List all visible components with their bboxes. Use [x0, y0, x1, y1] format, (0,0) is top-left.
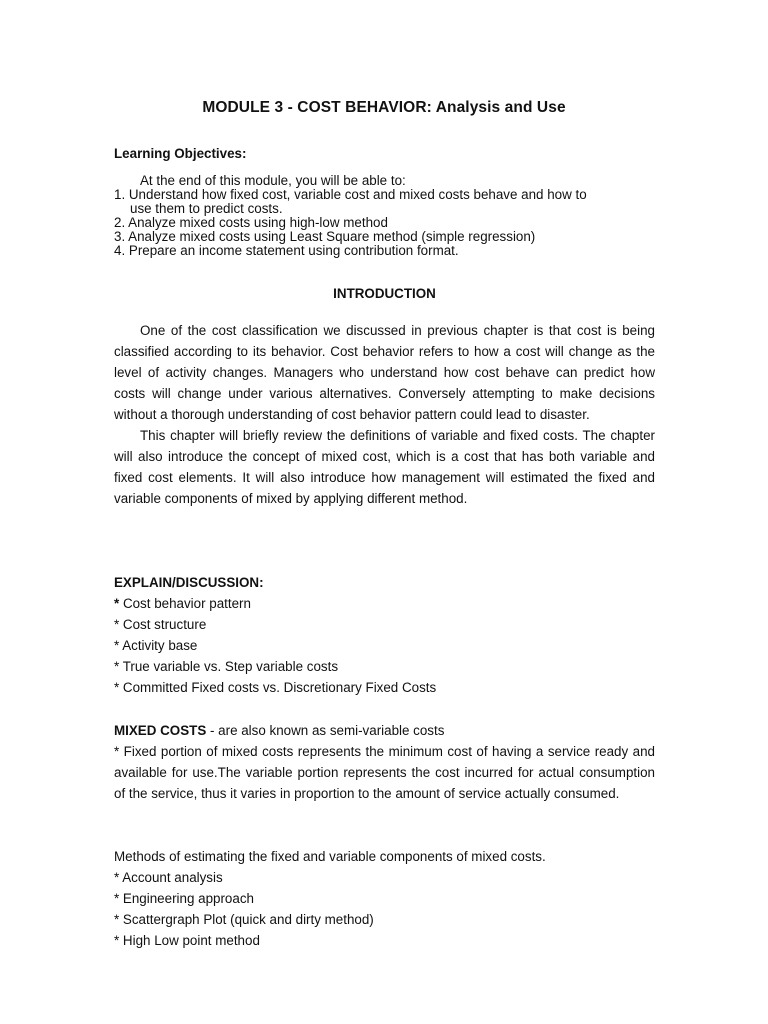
list-item: * Account analysis: [114, 870, 223, 885]
learning-objectives-heading: Learning Objectives:: [114, 146, 247, 161]
list-item: * Scattergraph Plot (quick and dirty method): [114, 912, 374, 927]
list-item: * Engineering approach: [114, 891, 254, 906]
introduction-paragraph: This chapter will briefly review the definitions of variable and fixed costs. The chapter will also introduce the concept of mixed cost, which is a cost that has both variable and fixed cost elements. It will also introduce how management will estimated the fixed and variable components of mixed by applying different method.: [114, 428, 655, 506]
mixed-costs-definition: MIXED COSTS - are also known as semi-variable costs: [114, 723, 445, 738]
mixed-costs-section: [114, 720, 655, 804]
objective-item: 2. Analyze mixed costs using high-low method: [114, 215, 388, 230]
introduction-paragraph: One of the cost classification we discussed in previous chapter is that cost is being classified according to its behavior. Cost behavior refers to how a cost will change as the level of activity changes. Managers who understand how cost behave can predict how costs will change under various alternatives. Conversely attempting to make decisions without a thorough understanding of cost behavior pattern could lead to disaster.: [114, 323, 655, 422]
introduction-body: [114, 320, 655, 509]
methods-heading: Methods of estimating the fixed and variable components of mixed costs.: [114, 849, 546, 864]
mixed-costs-term: MIXED COSTS: [114, 723, 207, 738]
learning-objectives-list: [114, 174, 674, 258]
methods-section: [114, 846, 655, 951]
explain-heading: EXPLAIN/DISCUSSION:: [114, 575, 264, 590]
list-item: * True variable vs. Step variable costs: [114, 659, 339, 674]
objective-item: 4. Prepare an income statement using contribution format.: [114, 243, 459, 258]
list-item: * Activity base: [114, 638, 198, 653]
objective-item: 3. Analyze mixed costs using Least Square method (simple regression): [114, 229, 536, 244]
objective-item: 1. Understand how fixed cost, variable cost and mixed costs behave and how to: [114, 187, 587, 202]
list-item: * Committed Fixed costs vs. Discretionary Fixed Costs: [114, 680, 437, 695]
introduction-heading: INTRODUCTION: [333, 286, 436, 301]
list-item: * Cost structure: [114, 617, 207, 632]
mixed-costs-paragraph: * Fixed portion of mixed costs represents the minimum cost of having a service ready and available for use.The variable portion represents the cost incurred for actual consumption of the service, thus it varies in proportion to the amount of service actually consumed.: [114, 744, 655, 801]
document-title: MODULE 3 - COST BEHAVIOR: Analysis and Use: [202, 99, 566, 116]
objectives-intro: At the end of this module, you will be able to:: [140, 173, 406, 188]
objective-item-continuation: use them to predict costs.: [130, 201, 283, 216]
list-item: * High Low point method: [114, 933, 260, 948]
list-item: * Cost behavior pattern: [114, 596, 251, 611]
explain-section: [114, 572, 655, 698]
